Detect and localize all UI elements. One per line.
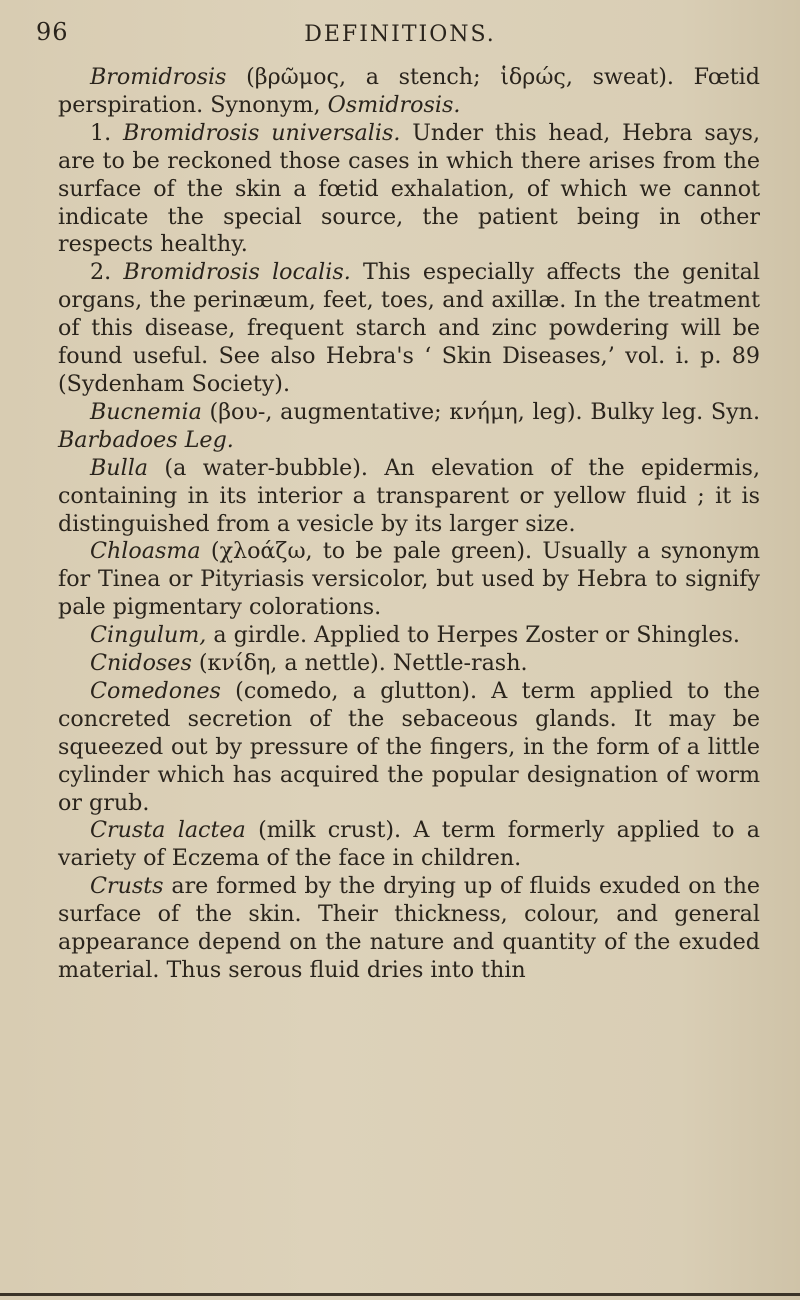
entry-term: Bucnemia [90, 398, 202, 425]
subentry-number: 2. [90, 259, 124, 286]
subentry-bromidrosis-universalis [58, 120, 760, 260]
entry-chloasma [58, 538, 760, 622]
entry-text: (βου-, augmentative; κνήμη, leg). Bulky leg. Syn. [201, 398, 760, 425]
entry-crusts [58, 873, 760, 985]
entry-synonym: Barbadoes Leg. [58, 426, 234, 453]
running-head: DEFINITIONS. [304, 22, 496, 47]
entry-term: Cnidoses [90, 650, 192, 677]
entry-bucnemia [58, 399, 760, 455]
entry-term: Crusta lactea [90, 817, 246, 844]
entry-crusta-lactea [58, 817, 760, 873]
entry-text: (milk crust). A term formerly applied to a variety of Eczema of the face in children. [58, 817, 760, 872]
entry-comedones [58, 678, 760, 818]
entry-term: Cingulum, [90, 622, 207, 649]
entry-text: a girdle. Applied to Herpes Zoster or Shingles. [206, 622, 740, 649]
entry-text: (comedo, a glutton). A term applied to the concreted secretion of the sebaceous glands. It may be squeezed out by pressure of the fingers, in the form of a little cylinder which has acquired the popular designation of worm or grub. [58, 677, 760, 816]
entry-term: Comedones [90, 677, 221, 704]
subentry-text: This especially affects the genital organs, the perinæum, feet, toes, and axillæ. In the treatment of this disease, frequent starch and zinc powdering will be found useful. See also Hebra's ‘ Skin Diseases,’ vol. i. p. 89 (Sydenham Society). [58, 259, 761, 397]
page-number: 96 [36, 18, 69, 46]
subentry-bromidrosis-localis [58, 259, 760, 399]
definitions-text [58, 64, 760, 985]
page-header [36, 18, 764, 48]
entry-text: (χλοάζω, to be pale green). Usually a synonym for Tinea or Pityriasis versicolor, but used by Hebra to signify pale pigmentary colorations. [58, 538, 760, 621]
entry-cingulum [58, 622, 760, 650]
entry-cnidoses [58, 650, 760, 678]
entry-term: Bulla [90, 454, 149, 481]
entry-text: are formed by the drying up of fluids exuded on the surface of the skin. Their thickness, colour, and general appearance depend on the nature and quantity of the exuded material. Thus serous fluid dries into thin [58, 873, 760, 983]
entry-bulla [58, 455, 760, 539]
entry-bromidrosis [58, 64, 760, 120]
entry-term: Crusts [90, 873, 164, 900]
subentry-text: Under this head, Hebra says, are to be reckoned those cases in which there arises from the surface of the skin a fœtid exhalation, of which we cannot indicate the special source, the patient being in other respects healthy. [58, 119, 761, 258]
entry-term: Chloasma [90, 538, 201, 565]
subentry-number: 1. [90, 119, 123, 146]
bottom-rule [0, 1293, 800, 1296]
entry-text: (βρῶμος, a stench; ἱδρώς, sweat). Fœtid perspiration. Synonym, [58, 64, 760, 118]
entry-text: (a water-bubble). An elevation of the epidermis, containing in its interior a transparent or yellow fluid ; it is distinguished from a vesicle by its larger size. [58, 454, 760, 537]
subentry-term: Bromidrosis localis. [123, 259, 351, 286]
entry-term: Bromidrosis [90, 64, 227, 90]
subentry-term: Bromidrosis universalis. [122, 119, 401, 146]
entry-synonym: Osmidrosis. [327, 91, 461, 118]
entry-text: (κνίδη, a nettle). Nettle-rash. [191, 650, 528, 677]
